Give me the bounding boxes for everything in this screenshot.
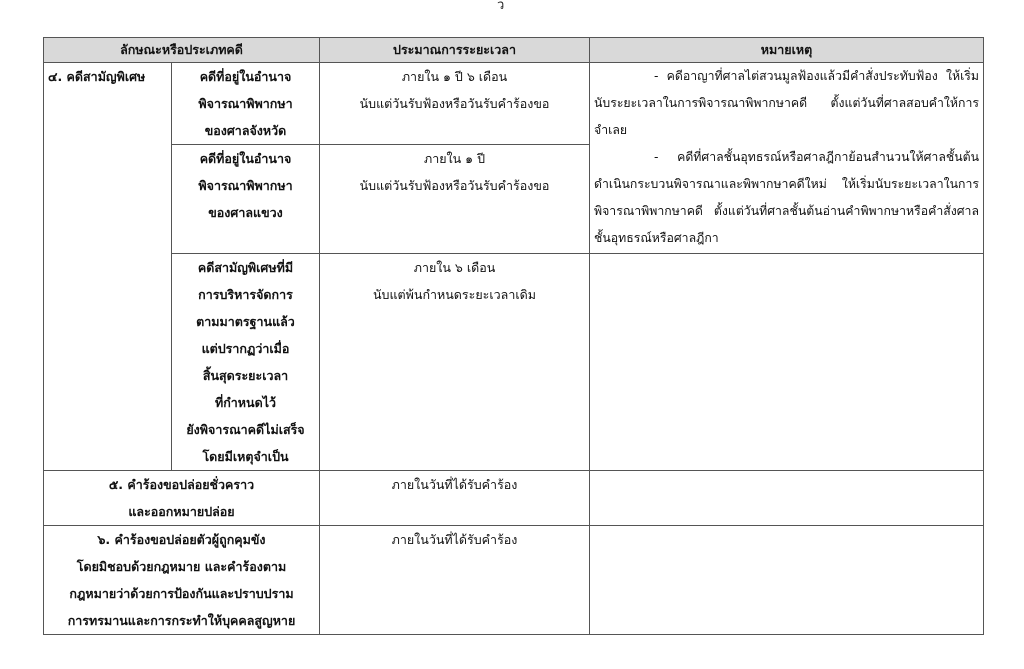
section6-label [44,526,320,635]
section6-duration: ภายในวันที่ได้รับคำร้อง [320,526,590,635]
type-line: คดีสามัญพิเศษที่มี [197,260,294,275]
section5-duration: ภายในวันที่ได้รับคำร้อง [320,471,590,526]
type-line: พิจารณาพิพากษา [198,178,293,193]
section6-remarks [590,526,984,635]
duration-line: นับแต่วันรับฟ้องหรือวันรับคำร้องขอ [359,96,550,111]
header-remarks: หมายเหตุ [590,38,984,63]
header-case-type: ลักษณะหรือประเภทคดี [44,38,320,63]
duration-line: ภายใน ๑ ปี [423,151,486,166]
label-line: โดยมิชอบด้วยกฎหมาย และคำร้องตาม [76,559,287,574]
case-duration-table [43,37,984,635]
section4-row3-remarks [590,254,984,471]
spacer [176,226,315,253]
section4-label: ๔. คดีสามัญพิเศษ [44,63,172,471]
header-duration: ประมาณการระยะเวลา [320,38,590,63]
duration-line: นับแต่วันรับฟ้องหรือวันรับคำร้องขอ [359,178,550,193]
type-line: ยังพิจารณาคดีไม่เสร็จ [186,422,305,437]
section4-row3-duration [320,254,590,471]
label-line: กฎหมายว่าด้วยการป้องกันและปราบปราม [69,586,294,601]
label-line: และออกหมายปล่อย [128,504,235,519]
table-header-row [44,38,984,63]
section4-row1-type [172,63,320,145]
type-line: สิ้นสุดระยะเวลา [202,368,289,383]
duration-line: ภายใน ๑ ปี ๖ เดือน [401,69,508,84]
duration-line: ภายใน ๖ เดือน [413,260,496,275]
type-line: ของศาลแขวง [208,205,283,220]
label-line: ๕. คำร้องขอปล่อยชั่วคราว [108,477,255,492]
table-row [44,471,984,526]
type-line: ของศาลจังหวัด [204,123,287,138]
section4-row2-type [172,145,320,254]
table-row [44,63,984,145]
type-line: โดยมีเหตุจำเป็น [202,449,289,464]
type-line: พิจารณาพิพากษา [198,96,293,111]
type-line: คดีที่อยู่ในอำนาจ [199,69,292,84]
type-line: แต่ปรากฏว่าเมื่อ [201,341,290,356]
type-line: การบริหารจัดการ [198,287,293,302]
label-line: การทรมานและการกระทำให้บุคคลสูญหาย [67,613,296,628]
table-row [44,526,984,635]
table-row [44,254,984,471]
section5-remarks [590,471,984,526]
type-line: ตามมาตรฐานแล้ว [196,314,295,329]
section4-row1-duration [320,63,590,145]
section5-label [44,471,320,526]
type-line: คดีที่อยู่ในอำนาจ [199,151,292,166]
page-mark: ว [497,0,505,13]
section4-remarks [590,63,984,254]
remark-paragraph-1: - คดีอาญาที่ศาลไต่สวนมูลฟ้องแล้วมีคำสั่งประทับฟ้อง ให้เริ่มนับระยะเวลาในการพิจารณาพิพากษาคดี ตั้งแต่วันที่ศาลสอบคำให้การจำเลย [594,69,979,137]
type-line: ที่กำหนดไว้ [214,395,277,410]
remark-paragraph-2: - คดีที่ศาลชั้นอุทธรณ์หรือศาลฎีกาย้อนสำนวนให้ศาลชั้นต้นดำเนินกระบวนพิจารณาและพิพากษาคดีใหม่ ให้เริ่มนับระยะเวลาในการพิจารณาพิพากษาคดี ตั้งแต่วันที่ศาลชั้นต้นอ่านคำพิพากษาหรือคำสั่งศาลชั้นอุทธรณ์หรือศาลฎีกา [594,150,979,245]
duration-line: นับแต่พ้นกำหนดระยะเวลาเดิม [373,287,536,302]
section4-row3-type [172,254,320,471]
label-line: ๖. คำร้องขอปล่อยตัวผู้ถูกคุมขัง [97,532,266,547]
section4-row2-duration [320,145,590,254]
